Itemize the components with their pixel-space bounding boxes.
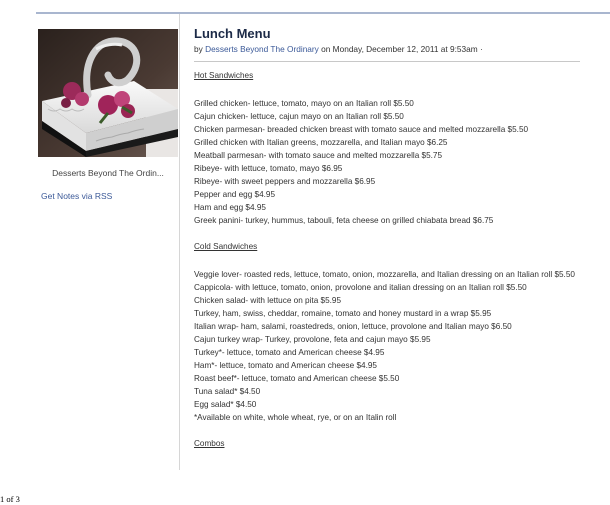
profile-name[interactable]: Desserts Beyond The Ordin... [52, 168, 164, 178]
menu-item: Turkey*- lettuce, tomato and American cheese $4.95 [194, 348, 385, 357]
note-title: Lunch Menu [194, 26, 271, 41]
note-body [194, 70, 604, 450]
menu-item: Egg salad* $4.50 [194, 400, 257, 409]
menu-item: Ribeye- with sweet peppers and mozzarella $6.95 [194, 177, 376, 186]
menu-note: *Available on white, whole wheat, rye, or on an Italin roll [194, 413, 397, 422]
menu-item: Turkey, ham, swiss, cheddar, romaine, tomato and honey mustard in a wrap $5.95 [194, 309, 492, 318]
menu-item: Cappicola- with lettuce, tomato, onion, provolone and italian dressing on an Italian roll $5.50 [194, 283, 527, 292]
page-count: 1 of 3 [0, 494, 20, 504]
cake-photo-illustration [38, 29, 178, 157]
menu-item: Cajun turkey wrap- Turkey, provolone, feta and cajun mayo $5.95 [194, 335, 431, 344]
menu-item: Tuna salad* $4.50 [194, 387, 261, 396]
menu-item: Pepper and egg $4.95 [194, 190, 276, 199]
section-header-cold-sandwiches: Cold Sandwiches [194, 242, 258, 251]
menu-item: Italian wrap- ham, salami, roastedreds, onion, lettuce, provolone and Italian mayo $6.50 [194, 322, 512, 331]
menu-item: Chicken salad- with lettuce on pita $5.95 [194, 296, 342, 305]
title-divider [194, 61, 580, 62]
author-link[interactable]: Desserts Beyond The Ordinary [205, 44, 319, 54]
menu-item: Roast beef*- lettuce, tomato and American cheese $5.50 [194, 374, 400, 383]
byline-prefix: by [194, 44, 203, 54]
menu-item: Veggie lover- roasted reds, lettuce, tomato, onion, mozzarella, and Italian dressing on an Italian roll $5.50 [194, 270, 575, 279]
note-header [194, 26, 584, 54]
menu-item: Ham and egg $4.95 [194, 203, 266, 212]
menu-item: Greek panini- turkey, hummus, tabouli, feta cheese on grilled chiabata bread $6.75 [194, 216, 494, 225]
byline [194, 44, 584, 54]
sidebar [36, 14, 180, 470]
section-header-hot-sandwiches: Hot Sandwiches [194, 71, 254, 80]
menu-item: Cajun chicken- lettuce, cajun mayo on an Italian roll $5.50 [194, 112, 404, 121]
menu-item: Chicken parmesan- breaded chicken breast with tomato sauce and melted mozzarella $5.50 [194, 125, 529, 134]
menu-item: Grilled chicken with Italian greens, mozzarella, and Italian mayo $6.25 [194, 138, 448, 147]
menu-item: Ham*- lettuce, tomato and American cheese $4.95 [194, 361, 377, 370]
profile-photo[interactable] [38, 29, 178, 157]
menu-item: Meatball parmesan- with tomato sauce and melted mozzarella $5.75 [194, 151, 443, 160]
menu-item: Grilled chicken- lettuce, tomato, mayo on an Italian roll $5.50 [194, 99, 414, 108]
section-header-combos: Combos [194, 439, 225, 448]
rss-link[interactable]: Get Notes via RSS [41, 191, 113, 201]
menu-item: Ribeye- with lettuce, tomato, mayo $6.95 [194, 164, 343, 173]
byline-date: on Monday, December 12, 2011 at 9:53am · [321, 44, 483, 54]
